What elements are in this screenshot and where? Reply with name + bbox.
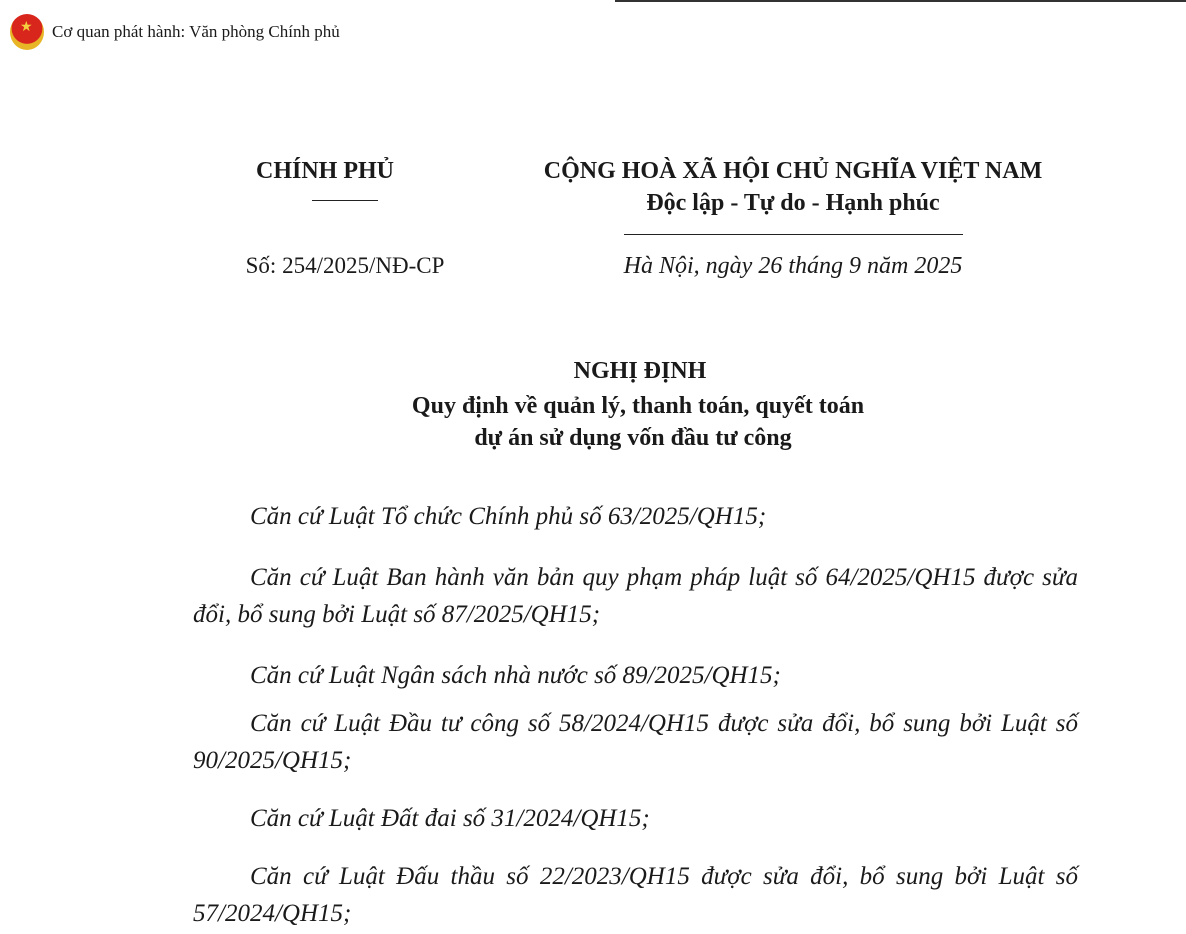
issuer-text: Cơ quan phát hành: Văn phòng Chính phủ [52,22,340,41]
preamble-paragraph: Căn cứ Luật Ngân sách nhà nước số 89/2025/QH15; [250,662,781,689]
agency-name: CHÍNH PHỦ [256,158,394,184]
document-number: Số: 254/2025/NĐ-CP [245,253,445,278]
document-title-line2: dự án sử dụng vốn đầu tư công [474,425,792,451]
top-border [615,0,1186,2]
divider [312,200,378,201]
document-date: Hà Nội, ngày 26 tháng 9 năm 2025 [623,253,963,279]
document-title-line1: Quy định về quản lý, thanh toán, quyết toán [411,393,865,419]
national-emblem-icon [10,14,44,50]
preamble-paragraph: Căn cứ Luật Đấu thầu số 22/2023/QH15 được sửa đổi, bổ sung bởi Luật số 57/2024/QH15; [193,863,1078,927]
issuer-bar [10,14,340,50]
divider [624,234,963,235]
document-type: NGHỊ ĐỊNH [573,358,707,384]
preamble-paragraph: Căn cứ Luật Đất đai số 31/2024/QH15; [250,805,650,832]
preamble-paragraph: Căn cứ Luật Tổ chức Chính phủ số 63/2025/QH15; [250,503,767,530]
preamble-paragraph: Căn cứ Luật Đầu tư công số 58/2024/QH15 được sửa đổi, bổ sung bởi Luật số 90/2025/QH15; [193,710,1078,774]
preamble-paragraph: Căn cứ Luật Ban hành văn bản quy phạm pháp luật số 64/2025/QH15 được sửa đổi, bổ sung bởi Luật số 87/2025/QH15; [193,564,1078,628]
motto: Độc lập - Tự do - Hạnh phúc [646,190,940,216]
nation-name: CỘNG HOÀ XÃ HỘI CHỦ NGHĨA VIỆT NAM [543,158,1043,184]
